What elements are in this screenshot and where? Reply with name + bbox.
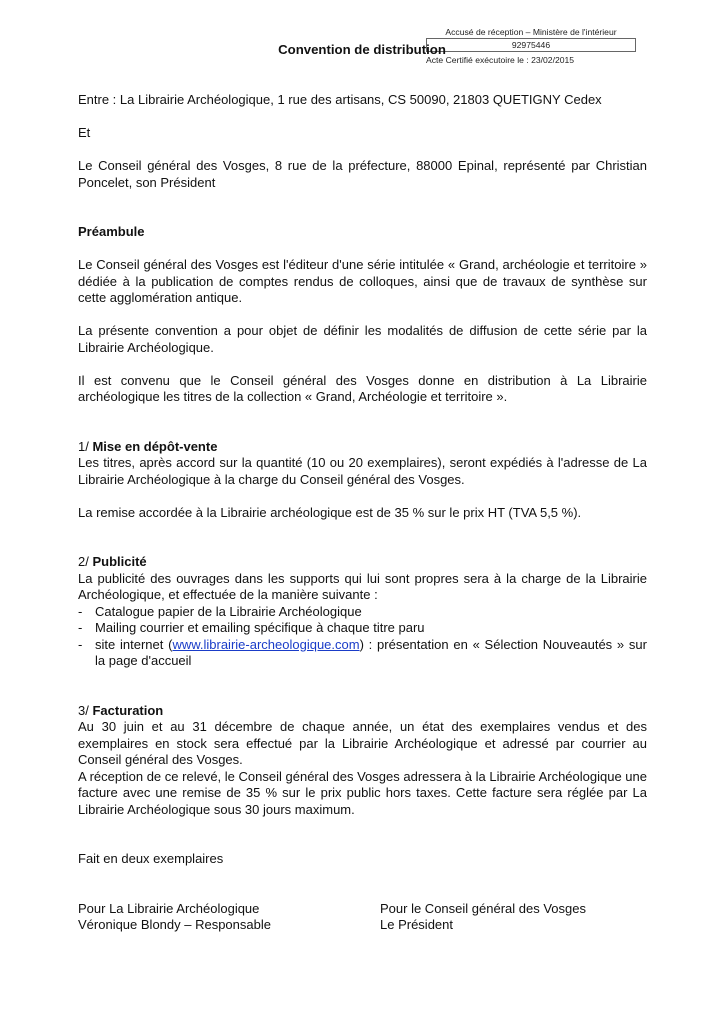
signature-librairie-line-1: Pour La Librairie Archéologique	[78, 900, 260, 916]
bullet-dash: -	[78, 603, 83, 619]
section-3-paragraph-1: Au 30 juin et au 31 décembre de chaque année, un état des exemplaires vendus et des exemplaires en stock sera effectué par la Librairie Archéologique et adressé par courrier au Conseil général des Vosges.	[78, 719, 647, 767]
section-1-heading	[78, 439, 647, 456]
list-item-text	[95, 637, 647, 670]
website-prefix: site internet (	[95, 636, 173, 652]
section-1-paragraph-2: La remise accordée à la Librairie archéologique est de 35 % sur le prix HT (TVA 5,5 %).	[78, 504, 582, 520]
list-item-text: Catalogue papier de la Librairie Archéologique	[95, 603, 362, 619]
section-2-heading	[78, 554, 647, 571]
signature-block	[78, 901, 647, 934]
stamp-ministry-line: Accusé de réception – Ministère de l'intérieur	[445, 27, 617, 37]
stamp-certified-date: Acte Certifié exécutoire le : 23/02/2015	[426, 55, 575, 65]
document-title: Convention de distribution	[278, 42, 446, 57]
list-item	[78, 604, 647, 621]
preamble-heading: Préambule	[78, 224, 145, 239]
section-2-title: Publicité	[92, 554, 147, 569]
party-council: Le Conseil général des Vosges, 8 rue de la préfecture, 88000 Epinal, représenté par Christian Poncelet, son Président	[78, 158, 647, 190]
document-body	[78, 92, 647, 934]
preamble-paragraph-2: La présente convention a pour objet de définir les modalités de diffusion de cette série par la Librairie Archéologique.	[78, 323, 647, 355]
website-suffix: ) : présentation en « Sélection Nouveautés » sur la page d'accueil	[95, 636, 647, 668]
closing-statement: Fait en deux exemplaires	[78, 851, 224, 866]
signature-librairie	[78, 901, 380, 934]
section-1-title: Mise en dépôt-vente	[92, 438, 218, 454]
bullet-dash: -	[78, 636, 83, 652]
signature-librairie-line-2: Véronique Blondy – Responsable	[78, 917, 271, 932]
section-2-number: 2/	[78, 554, 89, 569]
section-1-paragraph-1: Les titres, après accord sur la quantité (10 ou 20 exemplaires), seront expédiés à l'adresse de La Librairie Archéologique à la charge du Conseil général des Vosges.	[78, 455, 647, 487]
section-3-title: Facturation	[92, 702, 164, 718]
section-3-paragraph-2: A réception de ce relevé, le Conseil général des Vosges adressera à la Librairie Archéologique une facture avec une remise de 35 % sur le prix public hors taxes. Cette facture sera réglée par La Librairie Archéologique sous 30 jours maximum.	[78, 768, 647, 817]
website-link[interactable]: www.librairie-archeologique.com	[172, 636, 360, 652]
bullet-dash: -	[78, 620, 83, 635]
list-item	[78, 620, 647, 637]
signature-council-line-1: Pour le Conseil général des Vosges	[380, 900, 586, 916]
section-1-number: 1/	[78, 438, 89, 454]
list-item	[78, 637, 647, 670]
list-item-text: Mailing courrier et emailing spécifique à chaque titre paru	[95, 620, 425, 635]
stamp-number-box: 92975446	[426, 38, 636, 52]
signature-council	[380, 901, 586, 934]
party-conjunction: Et	[78, 125, 91, 140]
section-2-intro: La publicité des ouvrages dans les supports qui lui sont propres sera à la charge de la Librairie Archéologique, et effectuée de la manière suivante :	[78, 570, 647, 602]
preamble-paragraph-3: Il est convenu que le Conseil général des Vosges donne en distribution à La Librairie archéologique les titres de la collection « Grand, Archéologie et territoire ».	[78, 372, 647, 404]
party-librairie: Entre : La Librairie Archéologique, 1 rue des artisans, CS 50090, 21803 QUETIGNY Cedex	[78, 92, 602, 107]
preamble-paragraph-1: Le Conseil général des Vosges est l'éditeur d'une série intitulée « Grand, archéologie et territoire » dédiée à la publication de comptes rendus de colloques, ainsi que de travaux de synthèse sur cette agglomération antique.	[78, 257, 647, 305]
signature-council-line-2: Le Président	[380, 917, 453, 932]
section-3-heading	[78, 703, 647, 720]
section-3-number: 3/	[78, 702, 89, 718]
